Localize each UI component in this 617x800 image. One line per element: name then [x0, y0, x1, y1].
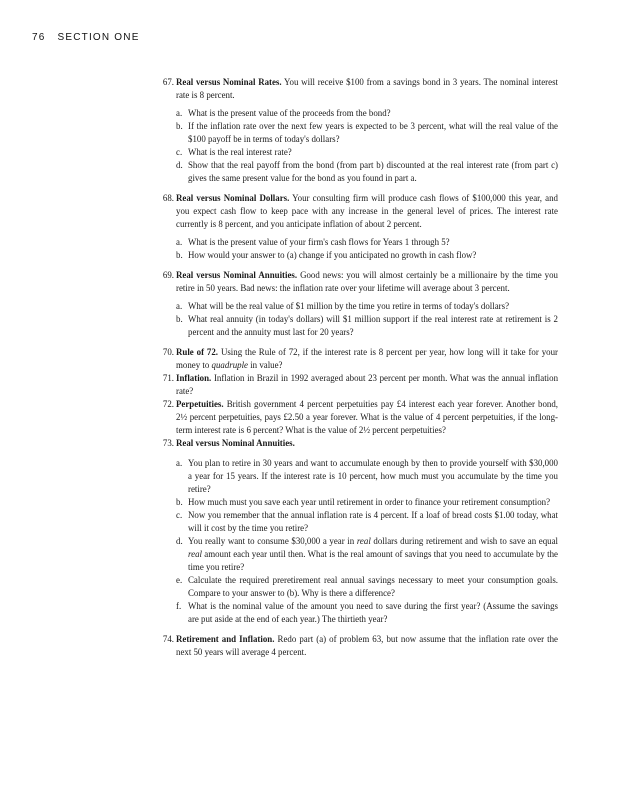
problem-part [176, 574, 558, 600]
part-letter: a. [176, 237, 183, 247]
problem-text-emphasis: quadruple [211, 360, 248, 370]
problem-title: Real versus Nominal Rates. [176, 77, 282, 87]
part-text: If the inflation rate over the next few years is expected to be 3 percent, what will the real value of the $100 payoff be in terms of today's dollars? [188, 121, 558, 144]
part-text: What real annuity (in today's dollars) will $1 million support if the real interest rate at retirement is 2 percent and the annuity must last for 20 years? [188, 314, 558, 337]
problem-part [176, 535, 558, 574]
problem-number: 74. [162, 634, 174, 644]
problem-parts [176, 107, 558, 185]
part-letter: b. [176, 497, 183, 507]
problem-title: Real versus Nominal Annuities. [176, 270, 298, 280]
problem-69 [162, 269, 558, 339]
part-text-emphasis: real [356, 536, 371, 546]
problem-title: Retirement and Inflation. [176, 634, 275, 644]
part-letter: d. [176, 536, 183, 546]
problem-number: 69. [162, 270, 174, 280]
problem-parts [176, 236, 558, 262]
part-letter: a. [176, 108, 183, 118]
problem-text: Your consulting firm will produce cash flows of $100,000 this year, and you expect cash flow to keep pace with any increase in the general level of prices. The interest rate currently is 8 percent, and you anticipate inflation of about 2 percent. [176, 193, 558, 229]
part-letter: a. [176, 301, 183, 311]
part-letter: b. [176, 250, 183, 260]
problem-part [176, 236, 558, 249]
problem-number: 73. [162, 438, 174, 448]
part-text: What will be the real value of $1 million by the time you retire in terms of today's dollars? [188, 301, 510, 311]
part-text-middle: dollars during retirement and wish to save an equal [370, 536, 558, 546]
part-letter: a. [176, 458, 183, 468]
problem-part [176, 107, 558, 120]
problem-71 [162, 372, 559, 398]
part-text: What is the real interest rate? [188, 147, 292, 157]
problem-part [176, 509, 558, 535]
part-letter: d. [176, 160, 183, 170]
problem-part [176, 313, 558, 339]
problem-part [176, 300, 558, 313]
part-letter: e. [176, 575, 183, 585]
problem-part [176, 457, 558, 496]
problem-70 [162, 346, 558, 372]
problem-number: 67. [162, 77, 174, 87]
problem-title: Rule of 72. [176, 347, 219, 357]
problem-title: Real versus Nominal Dollars. [176, 193, 290, 203]
problem-part [176, 146, 558, 159]
problem-part [176, 496, 558, 509]
part-text-end: amount each year until then. What is the real amount of savings that you need to accumulate by the time you retire? [188, 549, 558, 572]
part-text: What is the nominal value of the amount you need to save during the first year? (Assume the savings are put aside at the end of each year.) The thirtieth year? [188, 601, 558, 624]
problem-74 [162, 633, 558, 659]
problem-number: 68. [162, 193, 174, 203]
problem-title: Real versus Nominal Annuities. [176, 438, 295, 448]
part-text: Calculate the required preretirement real annual savings necessary to meet your consumption goals. Compare to your answer to (b). Why is there a difference? [188, 575, 558, 598]
part-letter: c. [176, 147, 183, 157]
problem-text: Inflation in Brazil in 1992 averaged about 23 percent per month. What was the annual inflation rate? [176, 373, 559, 396]
problem-parts [176, 300, 558, 339]
problem-text: Using the Rule of 72, if the interest rate is 8 percent per year, how long will it take for your money to [176, 347, 558, 370]
problem-part [176, 600, 558, 626]
part-text-emphasis: real [188, 549, 202, 559]
problem-text: British government 4 percent perpetuities pay £4 interest each year forever. Another bond, 2½ percent perpetuities, pays £2.50 a year forever. What is the value of 4 percent perpetuities, if the long-term interest rate is 6 percent? What is the value of 2½ percent perpetuities? [176, 399, 559, 435]
part-text: You really want to consume $30,000 a year in [188, 536, 357, 546]
problem-part [176, 249, 558, 262]
problem-text: You will receive $100 from a savings bond in 3 years. The nominal interest rate is 8 percent. [176, 77, 558, 100]
problem-parts [176, 457, 558, 626]
part-text: Now you remember that the annual inflation rate is 4 percent. If a loaf of bread costs $1.00 today, what will it cost by the time you retire? [188, 510, 558, 533]
part-text: What is the present value of your firm's cash flows for Years 1 through 5? [188, 237, 450, 247]
part-text: How much must you save each year until retirement in order to finance your retirement consumption? [188, 497, 551, 507]
part-letter: b. [176, 121, 183, 131]
problem-68 [162, 192, 558, 262]
problem-part [176, 120, 558, 146]
problem-number: 70. [162, 347, 174, 357]
part-text: What is the present value of the proceeds from the bond? [188, 108, 391, 118]
problem-text: Redo part (a) of problem 63, but now assume that the inflation rate over the next 50 years will average 4 percent. [176, 634, 558, 657]
problem-67 [162, 76, 558, 185]
problem-number: 71. [162, 373, 174, 383]
section-title: SECTION ONE [57, 32, 140, 43]
problem-text-end: in value? [247, 360, 283, 370]
part-text: How would your answer to (a) change if you anticipated no growth in cash flow? [188, 250, 477, 260]
problem-part [176, 159, 558, 185]
part-text: You plan to retire in 30 years and want to accumulate enough by then to provide yourself with $30,000 a year for 15 years. If the interest rate is 10 percent, how much must you accumulate by the time you retire? [188, 458, 558, 494]
part-letter: c. [176, 510, 183, 520]
part-text: Show that the real payoff from the bond (from part b) discounted at the real interest rate (from part c) gives the same present value for the bond as you found in part a. [188, 160, 558, 183]
problem-number: 72. [162, 399, 174, 409]
problem-title: Inflation. [176, 373, 212, 383]
problem-list [162, 76, 559, 659]
page-number: 76 [32, 32, 46, 43]
part-letter: b. [176, 314, 183, 324]
page-header [32, 32, 140, 43]
problem-72 [162, 398, 559, 437]
problem-text: Good news: you will almost certainly be a millionaire by the time you retire in 50 years. Bad news: the inflation rate over your lifetime will average about 3 percent. [176, 270, 558, 293]
problem-73 [162, 437, 558, 626]
part-letter: f. [176, 601, 182, 611]
problem-title: Perpetuities. [176, 399, 224, 409]
